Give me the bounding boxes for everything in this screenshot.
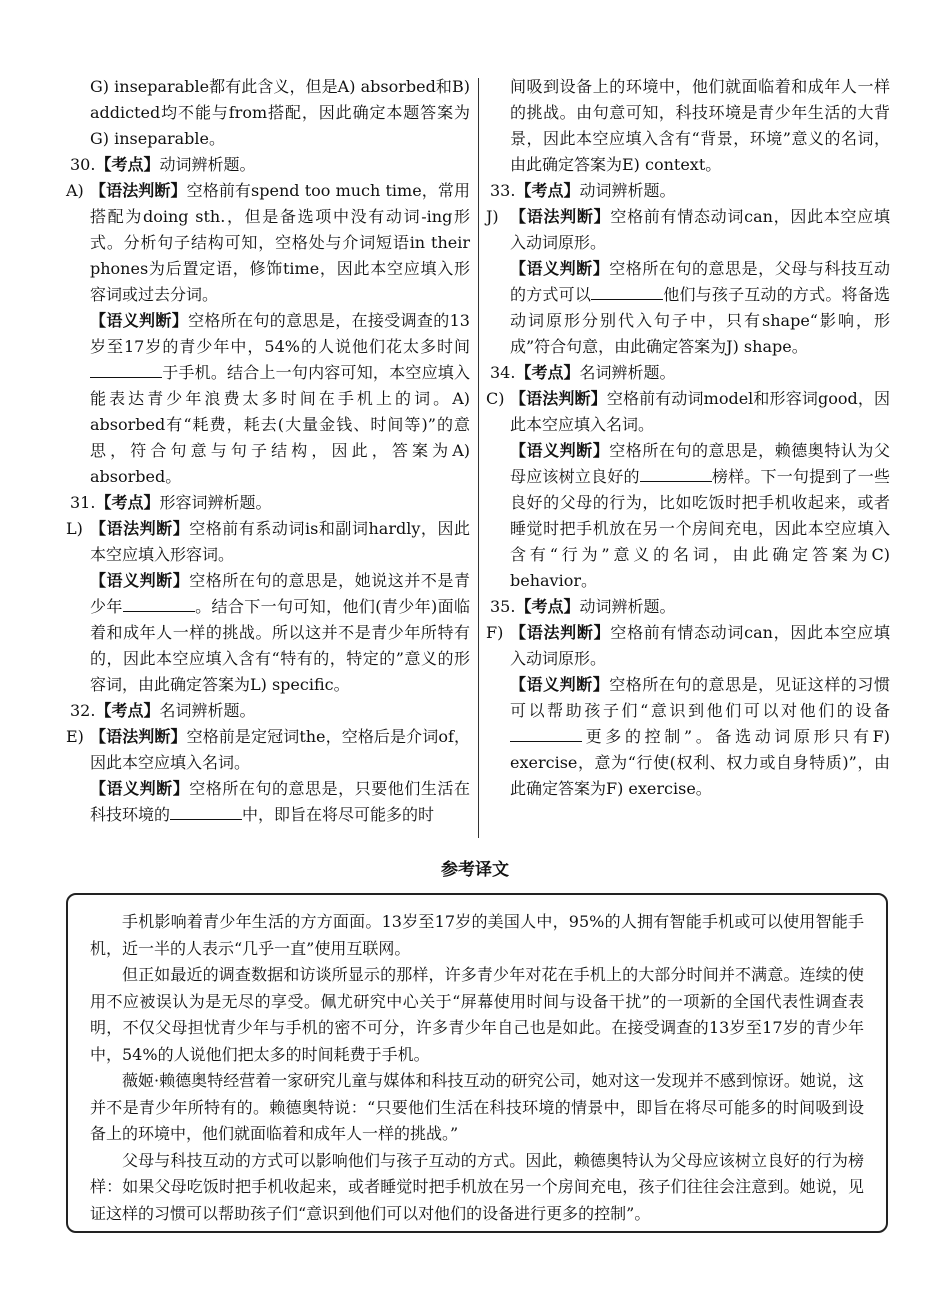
answer-blank: [170, 803, 242, 820]
meaning-text-2: 中，即旨在将尽可能多的时: [242, 805, 435, 824]
question-type: 动词辨析题。: [159, 155, 256, 174]
question-number: 31.: [70, 493, 96, 512]
grammar-text: 空格前有情态动词can，因此本空应填入动词原形。: [510, 207, 890, 252]
question-type: 动词辨析题。: [579, 181, 676, 200]
column-divider: [478, 78, 479, 838]
grammar-tag: 【语法判断】: [90, 727, 187, 746]
question-35-grammar: [486, 620, 890, 672]
meaning-text-2: 更多的控制”。备选动词原形只有F) exercise，意为“行使(权利、权力或自身特质)”，由此确定答案为F) exercise。: [510, 727, 890, 798]
translation-paragraph: 手机影响着青少年生活的方方面面。13岁至17岁的美国人中，95%的人拥有智能手机或可以使用智能手机，近一半的人表示“几乎一直”使用互联网。: [90, 912, 864, 958]
question-32-header: [70, 698, 470, 724]
kaodian-tag: 【考点】: [95, 493, 160, 512]
grammar-tag: 【语法判断】: [510, 207, 611, 226]
kaodian-tag: 【考点】: [515, 597, 580, 616]
question-number: 34.: [490, 363, 516, 382]
translation-paragraph: 但正如最近的调查数据和访谈所显示的那样，许多青少年对花在手机上的大部分时间并不满意。连续的使用不应被误认为是无尽的享受。佩尤研究中心关于“屏幕使用时间与设备干扰”的一项新的全国代表性调查表明，不仅父母担忧青少年与手机的密不可分，许多青少年自己也是如此。在接受调查的13岁至17岁的青少年中，54%的人说他们把太多的时间耗费于手机。: [90, 965, 864, 1064]
translation-paragraph: 薇姬·赖德奥特经营着一家研究儿童与媒体和科技互动的研究公司，她对这一发现并不感到惊讶。她说，这并不是青少年所特有的。赖德奥特说：“只要他们生活在科技环境的情景中，即旨在将尽可能多的时间吸到设备上的环境中，他们就面临着和成年人一样的挑战。”: [90, 1071, 864, 1143]
question-33-grammar: [486, 204, 890, 256]
right-column: [486, 74, 890, 802]
grammar-text: 空格前是定冠词the，空格后是介词of，因此本空应填入名词。: [90, 727, 470, 772]
question-number: 32.: [70, 701, 96, 720]
meaning-text-1: 空格所在句的意思是，见证这样的习惯可以帮助孩子们“意识到他们可以对他们的设备: [510, 675, 890, 720]
kaodian-tag: 【考点】: [515, 181, 580, 200]
question-31-grammar: [66, 516, 470, 568]
answer-blank: [510, 725, 582, 742]
question-type: 动词辨析题。: [579, 597, 676, 616]
question-type: 名词辨析题。: [579, 363, 676, 382]
meaning-tag: 【语义判断】: [90, 571, 190, 590]
translation-box: [66, 893, 888, 1233]
question-35-meaning: [490, 672, 890, 802]
grammar-text: 空格前有系动词is和副词hardly，因此本空应填入形容词。: [90, 519, 470, 564]
meaning-text-2: 榜样。下一句提到了一些良好的父母的行为，比如吃饭时把手机收起来，或者睡觉时把手机放在另一个房间充电，因此本空应填入含有“行为”意义的名词，由此确定答案为C) behavior。: [510, 467, 890, 590]
answer-letter: C): [486, 389, 505, 408]
answer-letter: L): [66, 519, 83, 538]
meaning-tag: 【语义判断】: [90, 311, 189, 330]
meaning-tag: 【语义判断】: [90, 779, 190, 798]
question-type: 形容词辨析题。: [159, 493, 272, 512]
question-34-grammar: [486, 386, 890, 438]
question-number: 35.: [490, 597, 516, 616]
meaning-tag: 【语义判断】: [510, 675, 610, 694]
question-30-meaning: [70, 308, 470, 490]
question-number: 30.: [70, 155, 96, 174]
question-type: 名词辨析题。: [159, 701, 256, 720]
answer-letter: F): [486, 623, 504, 642]
meaning-tag: 【语义判断】: [510, 441, 610, 460]
question-31-header: [70, 490, 470, 516]
meaning-text-2: 他们与孩子互动的方式。将备选动词原形分别代入句子中，只有shape“影响，形成”符合句意，由此确定答案为J) shape。: [510, 285, 890, 356]
question-32-grammar: [66, 724, 470, 776]
question-35-header: [490, 594, 890, 620]
question-33-meaning: [490, 256, 890, 360]
meaning-text-1: 空格所在句的意思是，她说这并不是青少年: [90, 571, 470, 616]
question-31-meaning: [70, 568, 470, 698]
meaning-text-1: 空格所在句的意思是，在接受调查的13岁至17岁的青少年中，54%的人说他们花太多时间: [90, 311, 470, 356]
meaning-text-2: 。结合下一句可知，他们(青少年)面临着和成年人一样的挑战。所以这并不是青少年所特有的，因此本空应填入含有“特有的，特定的”意义的形容词，由此确定答案为L) specific。: [90, 597, 470, 694]
grammar-text: 空格前有spend too much time，常用搭配为doing sth.，但是备选项中没有动词-ing形式。分析句子结构可知，空格处与介词短语in their phones为后置定语，修饰time，因此本空应填入形容词或过去分词。: [90, 181, 470, 304]
question-30-header: [70, 152, 470, 178]
answer-letter: A): [66, 181, 84, 200]
answer-blank: [90, 361, 162, 378]
kaodian-tag: 【考点】: [95, 155, 160, 174]
kaodian-tag: 【考点】: [95, 701, 160, 720]
question-34-meaning: [490, 438, 890, 594]
question-32-continuation: 间吸到设备上的环境中，他们就面临着和成年人一样的挑战。由句意可知，科技环境是青少年生活的大背景，因此本空应填入含有“背景，环境”意义的名词，由此确定答案为E) context。: [510, 77, 890, 174]
translation-title: 参考译文: [441, 860, 509, 880]
left-column: [66, 74, 470, 828]
question-30-grammar: [66, 178, 470, 308]
meaning-text-2: 于手机。结合上一句内容可知，本空应填入能表达青少年浪费太多时间在手机上的词。A) absorbed有“耗费，耗去(大量金钱、时间等)”的意思，符合句意与句子结构，因此，答案为A) absorbed。: [90, 363, 470, 486]
answer-letter: J): [486, 207, 499, 226]
grammar-tag: 【语法判断】: [90, 181, 187, 200]
grammar-text: 空格前有情态动词can，因此本空应填入动词原形。: [510, 623, 890, 668]
kaodian-tag: 【考点】: [515, 363, 580, 382]
answer-blank: [591, 283, 663, 300]
meaning-text-1: 空格所在句的意思是，赖德奥特认为父母应该树立良好的: [510, 441, 890, 486]
question-number: 33.: [490, 181, 516, 200]
question-34-header: [490, 360, 890, 386]
grammar-tag: 【语法判断】: [90, 519, 190, 538]
grammar-text: 空格前有动词model和形容词good，因此本空应填入名词。: [510, 389, 890, 434]
intro-paragraph: G) inseparable都有此含义，但是A) absorbed和B) addicted均不能与from搭配，因此确定本题答案为G) inseparable。: [90, 77, 470, 148]
meaning-text-1: 空格所在句的意思是，只要他们生活在科技环境的: [90, 779, 470, 824]
meaning-text-1: 空格所在句的意思是，父母与科技互动的方式可以: [510, 259, 890, 304]
meaning-tag: 【语义判断】: [510, 259, 610, 278]
question-33-header: [490, 178, 890, 204]
grammar-tag: 【语法判断】: [510, 389, 607, 408]
question-32-meaning: [70, 776, 470, 828]
answer-blank: [640, 465, 712, 482]
answer-letter: E): [66, 727, 84, 746]
translation-paragraph: 父母与科技互动的方式可以影响他们与孩子互动的方式。因此，赖德奥特认为父母应该树立良好的行为榜样：如果父母吃饭时把手机收起来，或者睡觉时把手机放在另一个房间充电，孩子们往往会注意到。她说，见证这样的习惯可以帮助孩子们“意识到他们可以对他们的设备进行更多的控制”。: [90, 1150, 864, 1223]
grammar-tag: 【语法判断】: [510, 623, 611, 642]
answer-blank: [123, 595, 195, 612]
